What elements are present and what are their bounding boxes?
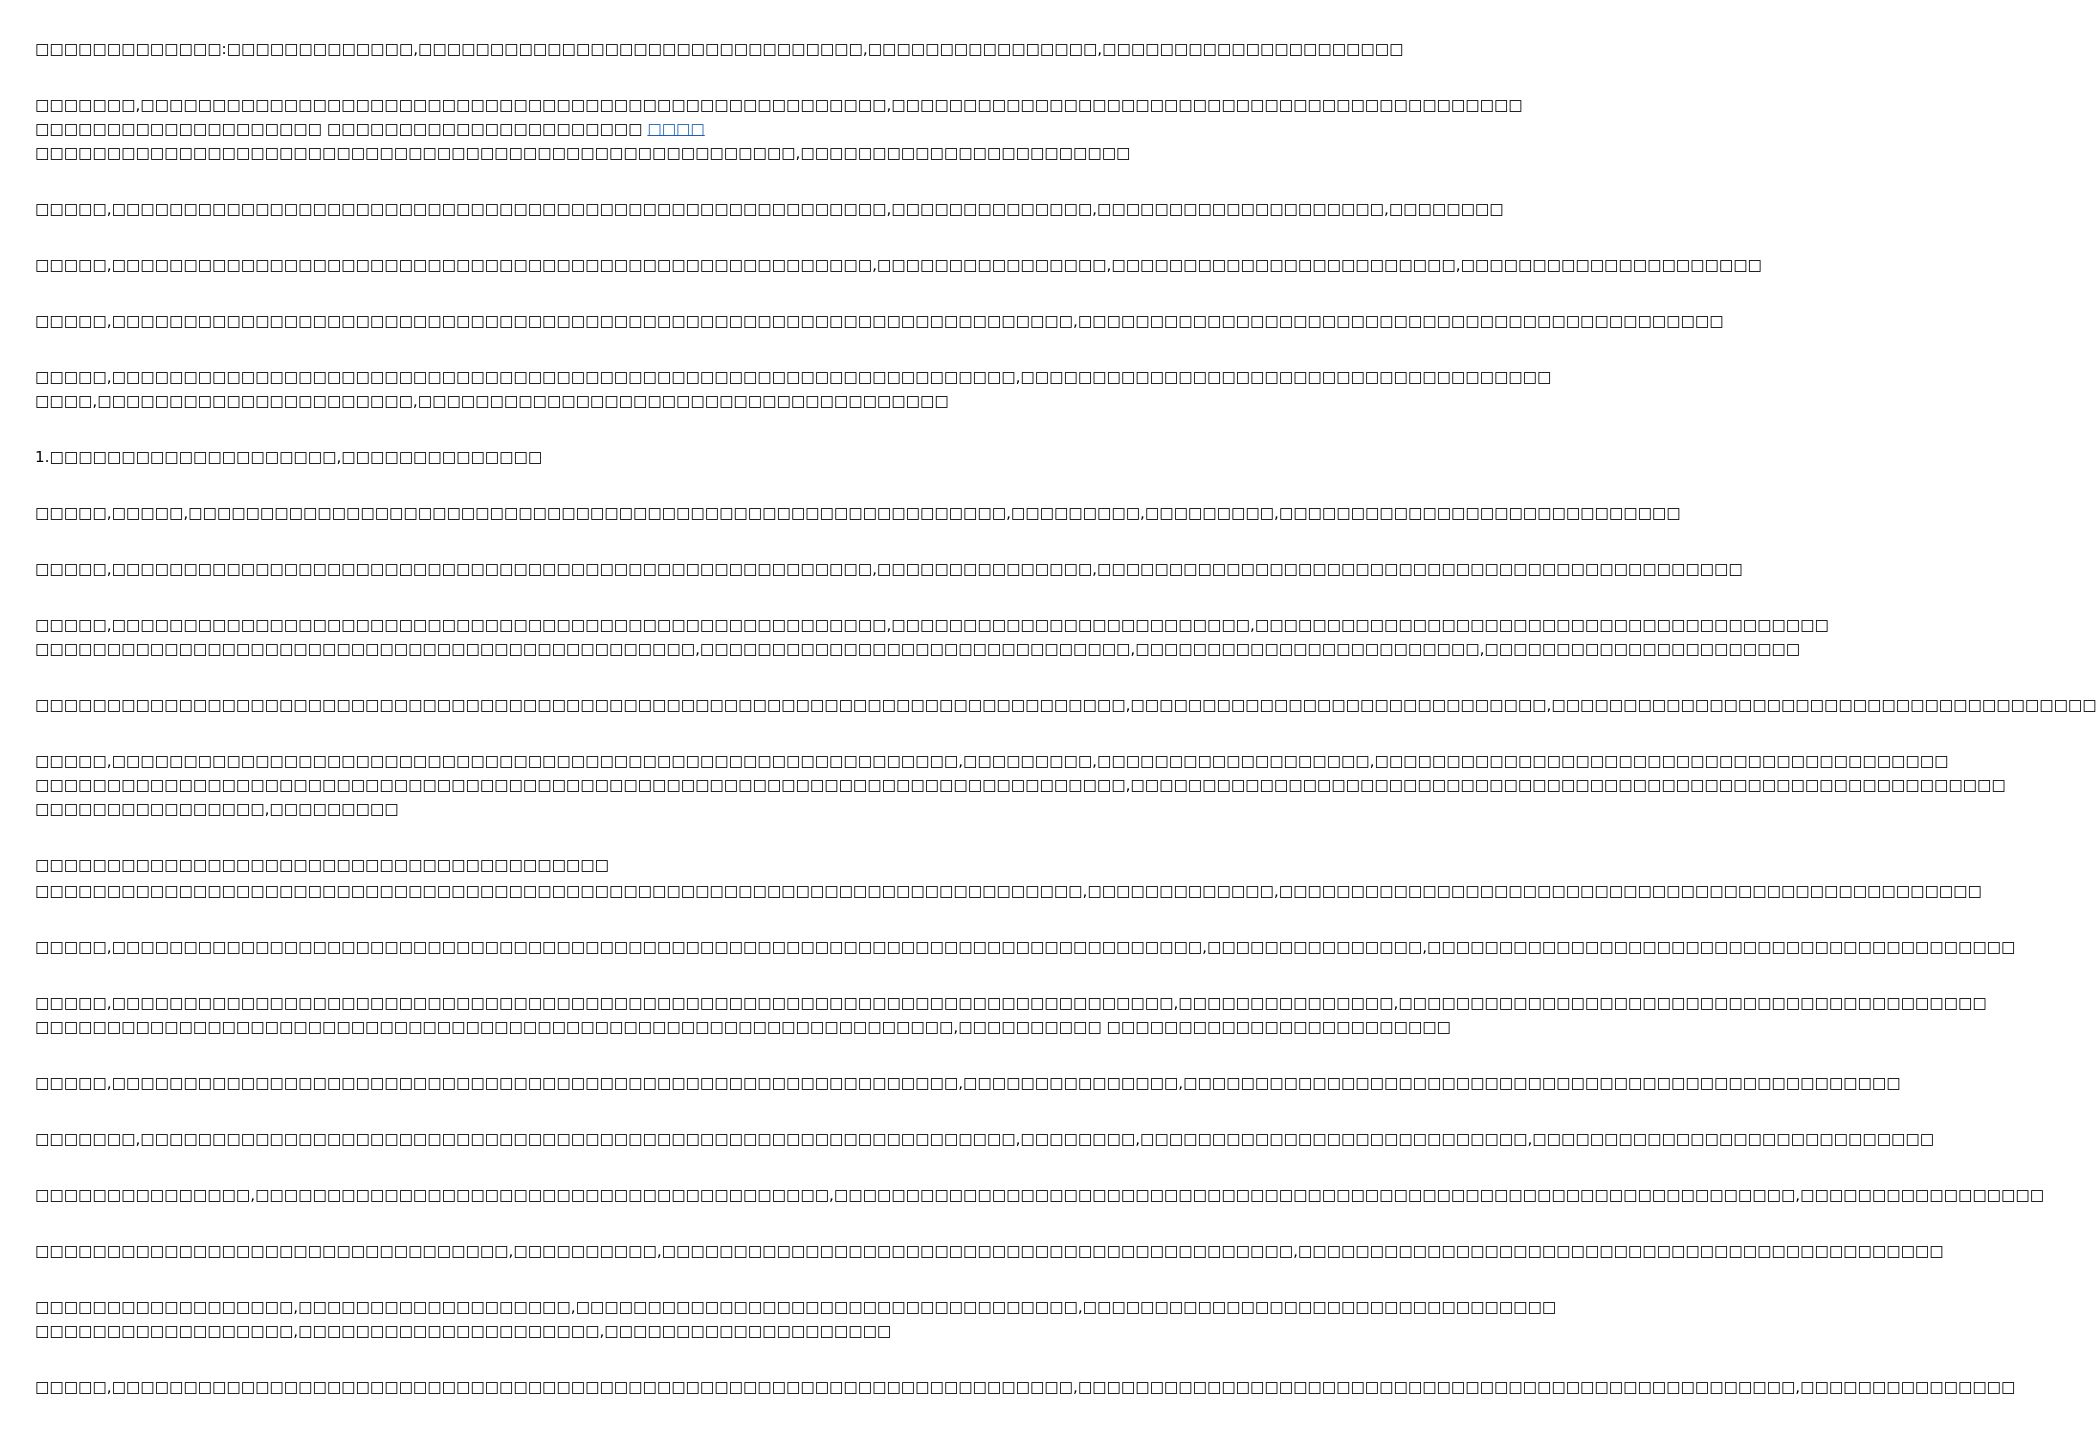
text-line: □□□□□□□□□□□□□□□□□□□□□□□□□□□□□□□□□□□□□□□□ — [35, 856, 609, 874]
text-line: □□□□□,□□□□□□□□□□□□□□□□□□□□□□□□□□□□□□□□□□□□□□□□□□□□□□□□□□□□□□□□□□□□□□□□□□□,□□□□□□□□□□□□□□□□□□□□□□□□□□□□□□□□□□□□□□□□□□□□□□□□□□,□□□□□□□□□□□□□□□ — [35, 1378, 2016, 1396]
section-heading-1 — [35, 445, 990, 469]
text-line: □□□□□□□□□□□□□□□□□□□□□□□□□□□□□□□□□□□□□□□□□□□□□□□□□□□□□□□□□□□□□□□□□□□□□□□□□□□□,□□□□□□□□□□□□□□□□□□□□□□□□□□□□□,□□□□□□□□□□□□□□□□□□□□□□□□□□□□□□□□□□□□□□ — [35, 696, 2097, 714]
text-line: □□□□□,□□□□□□□□□□□□□□□□□□□□□□□□□□□□□□□□□□□□□□□□□□□□□□□□□□□□□,□□□□□□□□□□□□□□□□,□□□□□□□□□□□□□□□□□□□□□□□□,□□□□□□□□□□□□□□□□□□□□□ — [35, 256, 1762, 274]
text-line: □□□□□,□□□□□□□□□□□□□□□□□□□□□□□□□□□□□□□□□□□□□□□□□□□□□□□□□□□□□□□□□□□,□□□□□□□□□,□□□□□□□□□□□□□□□□□□□,□□□□□□□□□□□□□□□□□□□□□□□□□□□□□□□□□□□□□□□□ — [35, 752, 1949, 770]
paragraph-19 — [35, 1295, 1557, 1343]
paragraph-3 — [35, 197, 1504, 221]
paragraph-14 — [35, 991, 1987, 1039]
text-line: □□□□□□□,□□□□□□□□□□□□□□□□□□□□□□□□□□□□□□□□□□□□□□□□□□□□□□□□□□□□□□□□□□□□□,□□□□□□□□,□□□□□□□□□□□□□□□□□□□□□□□□□□□,□□□□□□□□□□□□□□□□□□□□□□□□□□□□ — [35, 1130, 1935, 1148]
paragraph-12 — [35, 879, 1982, 903]
paragraph-15 — [35, 1071, 1901, 1095]
text-line: □□□□□□□□□□□□□□□□□□□□□□□□□□□□□□□□□□□□□□□□□□□□□□,□□□□□□□□□□□□□□□□□□□□□□□□□□□□□□,□□□□□□□□□□□□□□□□□□□□□□□□,□□□□□□□□□□□□□□□□□□□□□□ — [35, 640, 1801, 658]
text-line: □□□□□,□□□□□□□□□□□□□□□□□□□□□□□□□□□□□□□□□□□□□□□□□□□□□□□□□□□□□,□□□□□□□□□□□□□□□,□□□□□□□□□□□□□□□□□□□□□□□□□□□□□□□□□□□□□□□□□□□□□ — [35, 560, 1743, 578]
text-line: □□□□□□□□□□□□□□□□□□,□□□□□□□□□□□□□□□□□□□,□□□□□□□□□□□□□□□□□□□□□□□□□□□□□□□□□□□,□□□□□□□□□□□□□□□□□□□□□□□□□□□□□□□□□ — [35, 1298, 1557, 1316]
section-heading-2 — [35, 853, 990, 877]
document-body — [35, 37, 2097, 1431]
text-line: □□□□□,□□□□□□□□□□□□□□□□□□□□□□□□□□□□□□□□□□□□□□□□□□□□□□□□□□□□□□□□□□□□□□□□□□□□□□□□□□□□,□□□□□□□□□□□□□□□,□□□□□□□□□□□□□□□□□□□□□□□□□□□□□□□□□□□□□□□□□ — [35, 938, 2016, 956]
text-line: □□□□□,□□□□□□□□□□□□□□□□□□□□□□□□□□□□□□□□□□□□□□□□□□□□□□□□□□□□□□□□□□□□□□□□□□□□□□□□□□,□□□□□□□□□□□□□□□,□□□□□□□□□□□□□□□□□□□□□□□□□□□□□□□□□□□□□□□□□ — [35, 994, 1987, 1012]
paragraph-11 — [35, 749, 2006, 821]
paragraph-18 — [35, 1239, 1944, 1263]
text-line: □□□□□,□□□□□□□□□□□□□□□□□□□□□□□□□□□□□□□□□□□□□□□□□□□□□□□□□□□□□□□□□□□□□□□,□□□□□□□□□□□□□□□□□□□□□□□□□□□□□□□□□□□□□ — [35, 368, 1552, 386]
paragraph-1 — [35, 37, 1404, 61]
text-line: □□□□□,□□□□□□□□□□□□□□□□□□□□□□□□□□□□□□□□□□□□□□□□□□□□□□□□□□□□□□,□□□□□□□□□□□□□□,□□□□□□□□□□□□□□□□□□□□,□□□□□□□□ — [35, 200, 1504, 218]
text-line-with-link — [35, 117, 990, 141]
paragraph-17 — [35, 1183, 2045, 1207]
paragraph-6 — [35, 365, 1552, 413]
text-line: □□□□□□□□□□□□□□□□□□□□□□□□□□□□□□□□□□□□□□□□□□□□□□□□□□□□□,□□□□□□□□□□□□□□□□□□□□□□□ — [35, 144, 1131, 162]
text-span: □□□□□□□□□□□□□□□□□□□□ □□□□□□□□□□□□□□□□□□□□□□ — [35, 120, 648, 138]
text-line: □□□□□□□,□□□□□□□□□□□□□□□□□□□□□□□□□□□□□□□□□□□□□□□□□□□□□□□□□□□□,□□□□□□□□□□□□□□□□□□□□□□□□□□□□□□□□□□□□□□□□□□□□ — [35, 96, 1523, 114]
paragraph-20 — [35, 1375, 2016, 1399]
text-line: □□□□□□□□□□□□□□□□□□□□□□□□□□□□□□□□□□□□□□□□□□□□□□□□□□□□□□□□□□□□□□□□□□□□□□□□□,□□□□□□□□□□□□□,□□□□□□□□□□□□□□□□□□□□□□□□□□□□□□□□□□□□□□□□□□□□□□□□□ — [35, 882, 1982, 900]
paragraph-4 — [35, 253, 1762, 277]
text-line: □□□□□,□□□□□□□□□□□□□□□□□□□□□□□□□□□□□□□□□□□□□□□□□□□□□□□□□□□□□□□□□□□□□□□□□□□,□□□□□□□□□□□□□□□□□□□□□□□□□□□□□□□□□□□□□□□□□□□□□ — [35, 312, 1724, 330]
text-line: □□□□,□□□□□□□□□□□□□□□□□□□□□□,□□□□□□□□□□□□□□□□□□□□□□□□□□□□□□□□□□□□□ — [35, 392, 949, 410]
text-line: □□□□□,□□□□□□□□□□□□□□□□□□□□□□□□□□□□□□□□□□□□□□□□□□□□□□□□□□□□□□□□□□□,□□□□□□□□□□□□□□□,□□□□□□□□□□□□□□□□□□□□□□□□□□□□□□□□□□□□□□□□□□□□□□□□□□ — [35, 1074, 1901, 1092]
paragraph-13 — [35, 935, 2016, 959]
paragraph-5 — [35, 309, 1724, 333]
text-line: □□□□□□□□□□□□□□□,□□□□□□□□□□□□□□□□□□□□□□□□□□□□□□□□□□□□□□□□,□□□□□□□□□□□□□□□□□□□□□□□□□□□□□□□□□□□□□□□□□□□□□□□□□□□□□□□□□□□□□□□□□□□,□□□□□□□□□□□□□□□□□ — [35, 1186, 2045, 1204]
paragraph-8 — [35, 557, 1743, 581]
text-line: □□□□□□□□□□□□□□□□□□□□□□□□□□□□□□□□□,□□□□□□□□□□,□□□□□□□□□□□□□□□□□□□□□□□□□□□□□□□□□□□□□□□□□□□□,□□□□□□□□□□□□□□□□□□□□□□□□□□□□□□□□□□□□□□□□□□□□□ — [35, 1242, 1944, 1260]
text-line: □□□□□□□□□□□□□:□□□□□□□□□□□□□,□□□□□□□□□□□□□□□□□□□□□□□□□□□□□□□,□□□□□□□□□□□□□□□□,□□□□□□□□□□□□□□□□□□□□□ — [35, 40, 1404, 58]
paragraph-2 — [35, 93, 1523, 165]
paragraph-10 — [35, 693, 2097, 717]
text-line: 1.□□□□□□□□□□□□□□□□□□□□,□□□□□□□□□□□□□□ — [35, 448, 543, 466]
text-line: □□□□□,□□□□□□□□□□□□□□□□□□□□□□□□□□□□□□□□□□□□□□□□□□□□□□□□□□□□□□,□□□□□□□□□□□□□□□□□□□□□□□□□,□□□□□□□□□□□□□□□□□□□□□□□□□□□□□□□□□□□□□□□□ — [35, 616, 1829, 634]
text-line: □□□□□□□□□□□□□□□□□□□□□□□□□□□□□□□□□□□□□□□□□□□□□□□□□□□□□□□□□□□□□□□□,□□□□□□□□□□ □□□□□□□□□□□□□□□□□□□□□□□□ — [35, 1018, 1451, 1036]
inline-link[interactable]: □□□□ — [647, 120, 705, 138]
text-line: □□□□□□□□□□□□□□□□□□,□□□□□□□□□□□□□□□□□□□□□,□□□□□□□□□□□□□□□□□□□□ — [35, 1322, 892, 1340]
text-line: □□□□□□□□□□□□□□□□,□□□□□□□□□ — [35, 800, 399, 818]
paragraph-7 — [35, 501, 1681, 525]
text-line: □□□□□□□□□□□□□□□□□□□□□□□□□□□□□□□□□□□□□□□□□□□□□□□□□□□□□□□□□□□□□□□□□□□□□□□□□□□□,□□□□□□□□□□□□□□□□□□□□□□□□□□□□□□□□□□□□□□□□□□□□□□□□□□□□□□□□□□□□□ — [35, 776, 2006, 794]
paragraph-16 — [35, 1127, 1935, 1151]
text-line: □□□□□,□□□□□,□□□□□□□□□□□□□□□□□□□□□□□□□□□□□□□□□□□□□□□□□□□□□□□□□□□□□□□□□,□□□□□□□□□,□□□□□□□□□,□□□□□□□□□□□□□□□□□□□□□□□□□□□□ — [35, 504, 1681, 522]
paragraph-9 — [35, 613, 1829, 661]
